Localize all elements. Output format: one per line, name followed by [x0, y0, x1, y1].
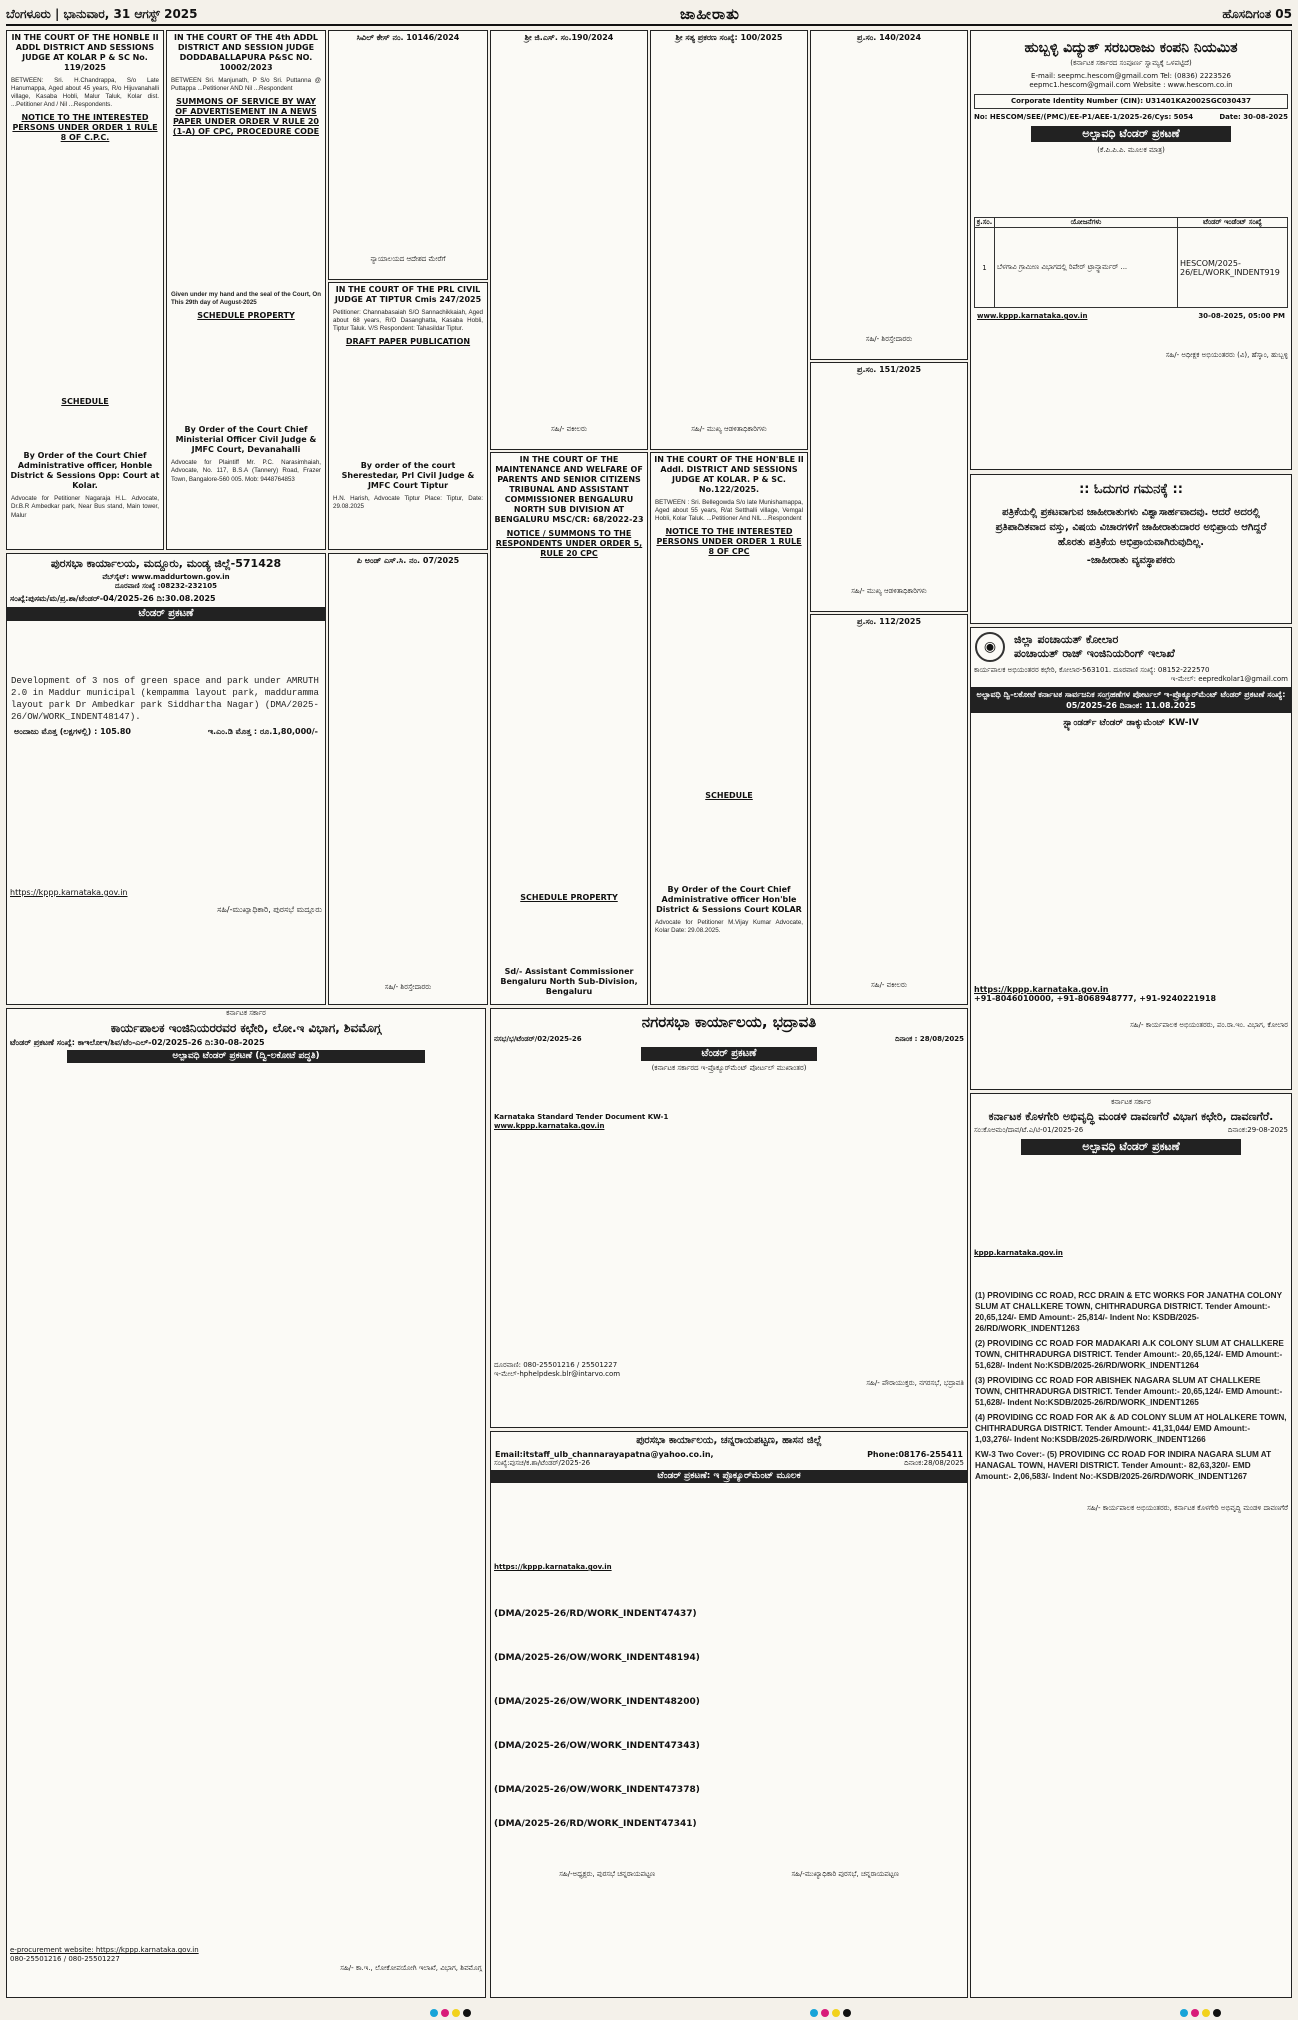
notice-subject: DRAFT PAPER PUBLICATION: [345, 337, 471, 347]
notice-title: IN THE COURT OF THE 4th ADDL DISTRICT AND SESSION JUDGE DODDABALLAPURA P&SC NO. 10002/2023: [174, 33, 318, 72]
bhadravathi-intro-placeholder: [491, 1073, 967, 1113]
black-dot-icon: [843, 2009, 851, 2017]
print-registration-footer: [0, 2006, 1298, 2020]
court-notice-kannada-112: [810, 614, 968, 1005]
hescom-tender-sub: (ಕೆ.ಪಿ.ಪಿ.ಪಿ. ಮೂಲಕ ಮಾತ್ರ): [1097, 146, 1165, 154]
notice-schedule: SCHEDULE: [705, 791, 753, 801]
pwd-shimoga-tender-notice: [6, 1008, 486, 1998]
magenta-dot-icon: [821, 2009, 829, 2017]
notice-sign: ಸಹಿ/- ಮುಖ್ಯ ಆಡಳಿತಾಧಿಕಾರಿಗಳು: [851, 587, 927, 595]
channarayapatna-works-placeholder: [491, 1664, 967, 1696]
table-header: ಕ್ರ.ಸಂ.: [975, 218, 995, 228]
hescom-tender-heading: ಅಲ್ಪಾವಧಿ ಟೆಂಡರ್ ಪ್ರಕಟಣೆ: [1031, 126, 1231, 142]
notice-sign: ನ್ಯಾಯಾಲಯದ ಆದೇಶದ ಮೇರೆಗೆ: [370, 255, 446, 263]
zp-kolar-heading: ಅಲ್ಪಾವಧಿ ದ್ವಿ-ಲಕೋಟೆ ಕರ್ನಾಟಕ ಸಾರ್ವಜನಿಕ ಸಂಗ್ರಹಣೆಗಳ ಪೋರ್ಟಲ್ ಇ-ಪ್ರೊಕ್ಯೂರ್‌ಮೆಂಟ್ ಟೆಂಡರ್ ಪ್ರಕಟಣೆ ಸಂಖ್ಯೆ: 05/2025-26 ದಿನಾಂಕ: 11.08.2025: [971, 687, 1291, 713]
schedule-body-placeholder: [7, 409, 163, 449]
notice-title: ಪ್ರ.ಸಂ. 112/2025: [856, 617, 922, 626]
channarayapatna-title: ಪುರಸಭಾ ಕಾರ್ಯಾಲಯ, ಚನ್ನರಾಯಪಟ್ಟಣ, ಹಾಸನ ಜಿಲ್ಲೆ: [636, 1435, 822, 1446]
yellow-dot-icon: [452, 2009, 460, 2017]
notice-sign: ಸಹಿ/- ಮುಖ್ಯ ಆಡಳಿತಾಧಿಕಾರಿಗಳು: [691, 425, 767, 433]
slum-portal-link[interactable]: kppp.karnataka.gov.in: [974, 1249, 1063, 1257]
maddur-amount-row: [7, 725, 325, 738]
notice-sign: ಸಹಿ/- ವಕೀಲರು: [551, 425, 587, 433]
zp-kolar-body-placeholder: [971, 730, 1291, 985]
hescom-name: ಹುಬ್ಬಳ್ಳಿ ವಿದ್ಯುತ್ ಸರಬರಾಜು ಕಂಪನಿ ನಿಯಮಿತ: [1024, 40, 1238, 56]
notice-title: ಸಿವಿಲ್ ಕೇಸ್ ನಂ. 10146/2024: [356, 33, 460, 42]
court-notice-doddaballapura: [166, 30, 326, 550]
readers-note-sign: -ಜಾಹೀರಾತು ವ್ಯವಸ್ಥಾಪಕರು: [1086, 555, 1176, 566]
slum-sign: ಸಹಿ/- ಕಾರ್ಯಪಾಲಕ ಅಭಿಯಂತರರು, ಕರ್ನಾಟಕ ಕೊಳಗೇರಿ ಅಭಿವೃದ್ಧಿ ಮಂಡಳಿ ದಾವಣಗೆರೆ: [1087, 1504, 1288, 1512]
hescom-sub: (ಕರ್ನಾಟಕ ಸರ್ಕಾರದ ಸಂಪೂರ್ಣ ಸ್ವಾಮ್ಯಕ್ಕೆ ಒಳಪಟ್ಟಿದೆ): [1070, 59, 1192, 67]
channarayapatna-indent: (DMA/2025-26/RD/WORK_INDENT47437): [494, 1609, 697, 1619]
bhadravathi-sub: (ಕರ್ನಾಟಕ ಸರ್ಕಾರದ ಇ-ಪ್ರೊಕ್ಯೂರ್‌ಮೆಂಟ್ ಪೋರ್ಟಲ್ ಮುಖಾಂತರ): [651, 1064, 807, 1072]
hescom-ref: No: HESCOM/SEE/(PMC)/EE-P1/AEE-1/2025-26/Cys: 5054: [974, 113, 1194, 121]
zp-kolar-mode: ಸ್ಟ್ಯಾಂಡರ್ಡ್ ಟೆಂಡರ್ ಡಾಕ್ಯುಮೆಂಟ್ KW-IV: [1063, 718, 1199, 728]
zp-kolar-header: [971, 628, 1291, 666]
registration-dots: [1180, 2009, 1221, 2017]
hescom-portal-row: [971, 310, 1291, 323]
bhadravathi-std: Karnataka Standard Tender Document KW-1: [494, 1113, 669, 1121]
notice-sign: Sd/- Assistant Commissioner Bengaluru North Sub-Division, Bengaluru: [500, 967, 638, 996]
channarayapatna-works-placeholder: [491, 1620, 967, 1652]
notice-sign: ಸಹಿ/- ಶಿರಸ್ತೇದಾರರು: [384, 983, 432, 991]
pwd-portal-link[interactable]: e-procurement website: https://kppp.karnataka.gov.in: [10, 1946, 199, 1954]
court-notice-kolar-122: [650, 452, 808, 1005]
channarayapatna-sign-chief: ಸಹಿ/-ಮುಖ್ಯಾಧಿಕಾರಿ ಪುರಸಭೆ, ಚನ್ನರಾಯಪಟ್ಟಣ: [791, 1870, 899, 1878]
channarayapatna-works-placeholder: [491, 1708, 967, 1740]
zp-kolar-portal-link[interactable]: https://kppp.karnataka.gov.in: [974, 985, 1109, 994]
notice-schedule: SCHEDULE PROPERTY: [197, 311, 295, 321]
maddur-portal-link[interactable]: https://kppp.karnataka.gov.in: [10, 888, 128, 897]
zp-kolar-titles: [1011, 633, 1287, 661]
readers-note-title: :: ಓದುಗರ ಗಮನಕ್ಕೆ ::: [1079, 482, 1183, 497]
bhadravathi-email: ಇ-ಮೇಲ್-hphelpdesk.blr@intarvo.com: [494, 1370, 621, 1378]
government-emblem-icon: ◉: [975, 632, 1005, 662]
slum-govt: ಕರ್ನಾಟಕ ಸರ್ಕಾರ: [1111, 1098, 1151, 1106]
bhadravathi-body-placeholder: [491, 1131, 967, 1361]
channarayapatna-tail-placeholder: [491, 1830, 967, 1870]
hescom-portal-link[interactable]: www.kppp.karnataka.gov.in: [977, 312, 1088, 320]
channarayapatna-date: ದಿನಾಂಕ:28/08/2025: [904, 1459, 964, 1467]
notice-order: By order of the court Sherestedar, Prl Civil Judge & JMFC Court Tiptur: [341, 461, 475, 491]
channarayapatna-contact-row: [491, 1450, 967, 1459]
schedule-body-placeholder: [491, 905, 647, 965]
yellow-dot-icon: [832, 2009, 840, 2017]
table-header-row: [975, 218, 1288, 228]
pwd-body-placeholder: [7, 1066, 485, 1946]
bhadravathi-tender-notice: [490, 1008, 968, 1428]
court-notice-kolar-119: [6, 30, 164, 550]
notice-schedule: SCHEDULE PROPERTY: [520, 893, 618, 902]
channarayapatna-works-placeholder: [491, 1752, 967, 1784]
court-notice-kannada-4: [810, 30, 968, 360]
notice-parties: BETWEEN Sri. Manjunath, P S/o Sri. Puttanna @ Puttappa ...Petitioner AND Nil ...Respondent: [171, 77, 321, 93]
pwd-sign: ಸಹಿ/- ಕಾ.ಇ., ಲೋಕೋಪಯೋಗಿ ಇಲಾಖೆ, ವಿಭಾಗ, ಶಿವಮೊಗ್ಗ: [340, 1964, 482, 1972]
slum-work-item: (4) PROVIDING CC ROAD FOR AK & AD COLONY SLUM AT HOLALKERE TOWN, CHITHRADURGA DISTRICT. Tender Amount:- 41,31,044/ EMD Amount:- 1,03,276/- Indent No:KSDB/2025-26/RD/WORK_INDENT1266: [975, 1413, 1287, 1444]
cyan-dot-icon: [810, 2009, 818, 2017]
maddur-ref: ಸಂಖ್ಯೆ:ಪುಸಮ/ಮ/ಪ್ರ.ಶಾ/ಟೆಂಡರ್-04/2025-26 ದಿ:30.08.2025: [10, 594, 216, 603]
channarayapatna-sign-row: [491, 1870, 967, 1879]
hescom-email: E-mail: seepmc.hescom@gmail.com Tel: (0836) 2223526: [1031, 72, 1231, 80]
hescom-table: [974, 217, 1288, 308]
readers-note: [970, 474, 1292, 624]
maddur-website: ವೆಬ್‌ಸೈಟ್: www.maddurtown.gov.in: [102, 573, 230, 581]
notice-schedule: SCHEDULE: [61, 397, 109, 407]
maddur-intro-placeholder: [7, 625, 325, 673]
hescom-date: Date: 30-08-2025: [1219, 113, 1288, 121]
pwd-heading: ಅಲ್ಪಾವಧಿ ಟೆಂಡರ್ ಪ್ರಕಟಣೆ (ದ್ವಿ-ಲಕೋಟೆ ಪದ್ಧತಿ): [67, 1050, 425, 1063]
hescom-intro-placeholder: [971, 155, 1291, 215]
masthead: [6, 4, 1292, 26]
slum-work-item: KW-3 Two Cover:- (5) PROVIDING CC ROAD FOR INDIRA NAGARA SLUM AT HANAGAL TOWN, HAVERI DISTRICT. Tender Amount:- 82,63,320/- EMD Amount:- 2,06,583/- Indent No:-KSDB/2025-26/RD/WORK_INDENT1267: [975, 1450, 1272, 1481]
notice-body-placeholder: [7, 145, 163, 395]
notice-advocate: H.N. Harish, Advocate Tiptur Place: Tiptur, Date: 29.08.2025: [333, 495, 483, 511]
slum-date: ದಿನಾಂಕ:29-08-2025: [1227, 1126, 1288, 1134]
zp-kolar-phone: +91-8046010000, +91-8068948777, +91-9240221918: [974, 994, 1217, 1003]
notice-subject: SUMMONS OF SERVICE BY WAY OF ADVERTISEMENT IN A NEWS PAPER UNDER ORDER V RULE 20 (1-A) OF CPC, PROCEDURE CODE: [172, 97, 320, 137]
notice-dated: Given under my hand and the seal of the Court, On This 29th day of August-2025: [171, 291, 321, 307]
notice-title: ಪ್ರ.ಸಂ. 140/2024: [856, 33, 922, 42]
zp-kolar-email: ಇ-ಮೇಲ್: eepredkolar1@gmail.com: [1170, 675, 1288, 683]
notice-body-placeholder: [811, 377, 967, 587]
notice-subject: NOTICE TO THE INTERESTED PERSONS UNDER ORDER 1 RULE 8 OF CPC: [656, 527, 802, 557]
slum-intro-placeholder: [971, 1159, 1291, 1249]
table-header: ಟೆಂಡರ್ ಇಂಡೆಂಟ್ ಸಂಖ್ಯೆ: [1178, 218, 1288, 228]
notice-title: ಪ್ರ.ಸಂ. 151/2025: [856, 365, 922, 374]
channarayapatna-ref-row: [491, 1459, 967, 1468]
table-cell: ಬೆಳಗಾವಿ ಗ್ರಾಮೀಣ ವಿಭಾಗದಲ್ಲಿ ರಿಪೇರ್ ಟ್ರಾನ್ಸ್ಫಾರ್ಮರ್ ...: [995, 228, 1178, 308]
slum-ref: ಸಂ:ಕೊಅಮಂ/ದಾವ/ಟೆ.ಎ/ಟಿ-01/2025-26: [974, 1126, 1084, 1134]
court-notice-tiptur: [328, 282, 488, 550]
notice-order: By Order of the Court Chief Administrative officer Hon'ble District & Sessions Court KOLAR: [656, 885, 802, 915]
maddur-tender-notice: [6, 553, 326, 1005]
table-cell: 1: [975, 228, 995, 308]
masthead-section: ಜಾಹೀರಾತು: [679, 5, 740, 23]
zp-kolar-title: ಜಿಲ್ಲಾ ಪಂಚಾಯತ್ ಕೋಲಾರ: [1014, 633, 1119, 646]
table-row: [975, 228, 1288, 308]
court-notice-kannada-2: [490, 30, 648, 450]
notice-order: By Order of the Court Chief Ministerial Officer Civil Judge & JMFC Court, Devanahalli: [175, 425, 317, 455]
channarayapatna-phone: Phone:08176-255411: [867, 1450, 963, 1459]
readers-note-body: ಪತ್ರಿಕೆಯಲ್ಲಿ ಪ್ರಕಟವಾಗುವ ಜಾಹೀರಾತುಗಳು ವಿಶ್ವಾಸಾರ್ಹವಾದವು. ಆದರೆ ಅದರಲ್ಲಿ ಪ್ರತಿಪಾದಿತವಾದ ವಸ್ತು, ವಿಷಯ ವಿಚಾರಗಳಿಗೆ ಜಾಹೀರಾತುದಾರರ ಅಭಿಪ್ರಾಯ ಆಗಿದ್ದರೆ ಹೊರತು ಪತ್ರಿಕೆಯ ಅಭಿಪ್ರಾಯವಾಗಿರುವುದಿಲ್ಲ.: [995, 507, 1267, 548]
court-notice-kannada-151: [810, 362, 968, 612]
notice-body-placeholder: [811, 45, 967, 335]
tribunal-notice-bengaluru: [490, 452, 648, 1005]
hescom-tender-notice: [970, 30, 1292, 470]
notice-title: IN THE COURT OF THE PRL CIVIL JUDGE AT TIPTUR Cmis 247/2025: [334, 285, 482, 304]
notice-body-placeholder: [651, 559, 807, 789]
notice-body-placeholder: [491, 561, 647, 891]
notice-body-placeholder: [329, 568, 487, 983]
channarayapatna-email: Email:itstaff_ulb_channarayapatna@yahoo.co.in,: [495, 1450, 714, 1459]
notice-body-placeholder: [651, 45, 807, 425]
maddur-title: ಪುರಸಭಾ ಕಾರ್ಯಾಲಯ, ಮದ್ದೂರು, ಮಂಡ್ಯ ಜಿಲ್ಲೆ-571428: [50, 557, 282, 570]
channarayapatna-indent: (DMA/2025-26/OW/WORK_INDENT48200): [494, 1697, 700, 1707]
channarayapatna-intro-placeholder: [491, 1485, 967, 1563]
schedule-body-placeholder: [167, 323, 325, 423]
bhadravathi-ref-row: [491, 1035, 967, 1044]
channarayapatna-indent: (DMA/2025-26/RD/WORK_INDENT47341): [494, 1819, 697, 1829]
magenta-dot-icon: [441, 2009, 449, 2017]
maddur-phone: ದೂರವಾಣಿ ಸಂಖ್ಯೆ :08232-232105: [115, 582, 217, 590]
zp-kolar-sign: ಸಹಿ/- ಕಾರ್ಯಪಾಲಕ ಅಭಿಯಂತರರು, ಪಂ.ರಾ.ಇಂ. ವಿಭಾಗ, ಕೋಲಾರ: [1130, 1021, 1288, 1029]
bhadravathi-portal-link[interactable]: www.kppp.karnataka.gov.in: [494, 1122, 605, 1130]
channarayapatna-indent: (DMA/2025-26/OW/WORK_INDENT47378): [494, 1785, 700, 1795]
slum-board-tender-notice: [970, 1093, 1292, 1998]
notice-body-placeholder: [329, 45, 487, 255]
notice-parties: BETWEEN: Sri. H.Chandrappa, S/o Late Hanumappa, Aged about 45 years, R/o Hijuvanahalli village, Kasaba Hobli, Malur Taluk, Kolar dist. ...Petitioner And / Nil ...Respondents.: [11, 77, 159, 109]
slum-work-item: (3) PROVIDING CC ROAD FOR ABISHEK NAGARA SLUM AT CHALLKERE TOWN, CHITHRADURGA DISTRICT. Tender Amount:- 20,65,124/- EMD Amount:- 51,628/- Indent No:KSDB/2025-26/RD/WORK_INDENT1265: [975, 1376, 1283, 1407]
slum-title: ಕರ್ನಾಟಕ ಕೊಳಗೇರಿ ಅಭಿವೃದ್ಧಿ ಮಂಡಳಿ ದಾವಣಗೆರೆ ವಿಭಾಗ ಕಛೇರಿ, ದಾವಣಗೆರೆ.: [988, 1110, 1274, 1123]
hescom-cin: Corporate Identity Number (CIN): U31401KA2002SGC030437: [974, 94, 1288, 109]
notice-advocate: Advocate for Petitioner Nagaraja H.L. Advocate, Dr.B.R Ambedkar park, Near Bus stand, Main tower, Malur: [11, 495, 159, 519]
pwd-ref: ಟೆಂಡರ್ ಪ್ರಕಟಣೆ ಸಂಖ್ಯೆ: ಕಾಇಲೋಇ/ಶಿವ/ಟೆಂ-ಎಲ್-02/2025-26 ದಿ:30-08-2025: [10, 1038, 265, 1047]
slum-intro-placeholder: [971, 1258, 1291, 1288]
channarayapatna-works-placeholder: [491, 1572, 967, 1608]
bhadravathi-helpdesk: ದೂರವಾಣಿ: 080-25501216 / 25501227: [494, 1361, 618, 1369]
masthead-date: ಬೆಂಗಳೂರು | ಭಾನುವಾರ, 31 ಆಗಸ್ಟ್ 2025: [6, 6, 198, 21]
notice-advocate: Advocate for Plaintiff Mr. P.C. Narasimhaiah, Advocate, No. 117, B.S.A (Tannery) Road, Frazer Town, Bangalore-560 005. Mob: 9448764853: [171, 459, 321, 483]
notice-order: By Order of the Court Chief Administrative officer, Honble District & Sessions Opp: Court at Kolar.: [10, 451, 160, 491]
hescom-website: eepmc1.hescom@gmail.com Website : www.hescom.co.in: [1029, 81, 1233, 89]
masthead-paper: ಹೊಸದಿಗಂತ 05: [1222, 6, 1292, 21]
cyan-dot-icon: [1180, 2009, 1188, 2017]
pwd-govt: ಕರ್ನಾಟಕ ಸರ್ಕಾರ: [226, 1009, 266, 1017]
maddur-emd: ಇ.ಎಂ.ಡಿ ಮೊತ್ತ : ರೂ.1,80,000/-: [207, 727, 318, 736]
channarayapatna-portal-link[interactable]: https://kppp.karnataka.gov.in: [494, 1563, 612, 1571]
bhadravathi-sign: ಸಹಿ/- ಪೌರಾಯುಕ್ತರು, ನಗರಸಭೆ, ಭದ್ರಾವತಿ: [866, 1379, 964, 1387]
bhadravathi-ref: ನಸಭ/ಭ/ಟೆಂಡರ್/02/2025-26: [494, 1035, 582, 1043]
maddur-amount: ಅಂದಾಜು ಮೊತ್ತ (ಲಕ್ಷಗಳಲ್ಲಿ) : 105.80: [14, 727, 131, 736]
notice-title: IN THE COURT OF THE MAINTENANCE AND WELFARE OF PARENTS AND SENIOR CITIZENS TRIBUNAL AND ASSISTANT COMMISSIONER BENGALURU NORTH SUB DIVISION AT BENGALURU MSC/CR: 68/2022-23: [494, 455, 644, 524]
slum-ref-row: [971, 1126, 1291, 1135]
channarayapatna-indent: (DMA/2025-26/OW/WORK_INDENT48194): [494, 1653, 700, 1663]
notice-title: IN THE COURT OF THE HONBLE II ADDL DISTRICT AND SESSIONS JUDGE AT KOLAR P & SC No. 119/2025: [11, 33, 159, 72]
zp-kolar-tail-placeholder: [971, 1003, 1291, 1021]
notice-title: ಶ್ರೀ ಸತ್ಯ ಪ್ರಕರಣ ಸಂಖ್ಯೆ: 100/2025: [675, 33, 783, 42]
maddur-body-placeholder: [7, 738, 325, 888]
yellow-dot-icon: [1202, 2009, 1210, 2017]
pwd-helpdesk: 080-25501216 / 080-25501227: [10, 1955, 120, 1963]
cyan-dot-icon: [430, 2009, 438, 2017]
maddur-sign: ಸಹಿ/-ಮುಖ್ಯಾಧಿಕಾರಿ, ಪುರಸಭೆ ಮದ್ದೂರು: [217, 905, 322, 914]
slum-heading: ಅಲ್ಪಾವಧಿ ಟೆಂಡರ್ ಪ್ರಕಟಣೆ: [1021, 1139, 1241, 1155]
maddur-work: Development of 3 nos of green space and park under AMRUTH 2.0 in Maddur municipal (kempamma layout park, madduramma layout park Dr Ambedkar park Siddhartha Nagar) (DMA/2025-26/OW/WORK_INDENT48147).: [11, 676, 319, 722]
bhadravathi-heading: ಟೆಂಡರ್ ಪ್ರಕಟಣೆ: [641, 1047, 817, 1061]
channarayapatna-heading: ಟೆಂಡರ್ ಪ್ರಕಟಣೆ: ಇ ಪ್ರೊಕ್ಯೂರ್‌ಮೆಂಟ್ ಮೂಲಕ: [491, 1470, 967, 1483]
channarayapatna-ref: ಸಂಖ್ಯೆ:ಪುಸಚ/ಕ.ಶಾ/ಟೆಂಡರ್/2025-26: [494, 1459, 591, 1467]
notice-title: ಪಿ ಅಂಡ್ ಎಸ್.ಸಿ. ನಂ. 07/2025: [356, 556, 460, 565]
notice-body-placeholder: [167, 139, 325, 289]
notice-parties: BETWEEN : Sri. Bellegowda S/o late Munishamappa, Aged about 55 years, R/at Setthalli village, Vemgal Hobli, Kolar Taluk. ...Petitioner And NIL ...Respondent: [655, 499, 803, 523]
notice-subject: NOTICE TO THE INTERESTED PERSONS UNDER ORDER 1 RULE 8 OF C.P.C.: [12, 113, 158, 143]
court-notice-kannada-07: [328, 553, 488, 1005]
bhadravathi-title: ನಗರಸಭಾ ಕಾರ್ಯಾಲಯ, ಭದ್ರಾವತಿ: [641, 1013, 817, 1031]
black-dot-icon: [1213, 2009, 1221, 2017]
zp-kolar-dept: ಪಂಚಾಯತ್ ರಾಜ್ ಇಂಜಿನಿಯರಿಂಗ್ ಇಲಾಖೆ: [1014, 647, 1175, 660]
hescom-sign: ಸಹಿ/- ಅಧೀಕ್ಷಕ ಅಭಿಯಂತರರು (ವಿ), ಹೆಸ್ಕಾಂ, ಹುಬ್ಬಳ್ಳಿ: [1165, 351, 1288, 359]
notice-title: ಶ್ರೀ ಜಿ.ಎಸ್. ಸಂ.190/2024: [524, 33, 614, 42]
magenta-dot-icon: [1191, 2009, 1199, 2017]
notice-sign: ಸಹಿ/- ಶಿರಸ್ತೇದಾರರು: [865, 335, 913, 343]
channarayapatna-sign-president: ಸಹಿ/-ಅಧ್ಯಕ್ಷರು, ಪುರಸಭೆ ಚನ್ನರಾಯಪಟ್ಟಣ: [559, 1870, 656, 1878]
notice-title: IN THE COURT OF THE HON'BLE II Addl. DISTRICT AND SESSIONS JUDGE AT KOLAR. P & SC. No.122/2025.: [654, 455, 804, 494]
notice-body-placeholder: [811, 629, 967, 981]
notice-sign: ಸಹಿ/- ವಕೀಲರು: [871, 981, 907, 989]
table-header: ಯೋಜನೆಗಳು: [995, 218, 1178, 228]
notice-advocate: Advocate for Petitioner M.Vijay Kumar Advocate, Kolar Date: 29.08.2025.: [655, 919, 803, 935]
zp-kolar-address: ಕಾರ್ಯಪಾಲಕ ಅಭಿಯಂತರರ ಕಛೇರಿ, ಕೋಲಾರ-563101. ದೂರವಾಣಿ ಸಂಖ್ಯೆ: 08152-222570: [974, 666, 1210, 674]
slum-work-item: (1) PROVIDING CC ROAD, RCC DRAIN & ETC WORKS FOR JANATHA COLONY SLUM AT CHALLKERE TOWN, CHITHRADURGA DISTRICT. Tender Amount:- 20,65,124/- EMD Amount:- 25,814/- Indent No: KSDB/2025-26/RD/WORK_INDENT1263: [975, 1291, 1282, 1333]
court-notice-kannada-1: [328, 30, 488, 280]
notice-subject: NOTICE / SUMMONS TO THE RESPONDENTS UNDER ORDER 5, RULE 20 CPC: [495, 529, 643, 558]
maddur-heading: ಟೆಂಡರ್ ಪ್ರಕಟಣೆ: [7, 607, 325, 621]
table-cell: HESCOM/2025-26/EL/WORK_INDENT919: [1178, 228, 1288, 308]
slum-work-item: (2) PROVIDING CC ROAD FOR MADAKARI A.K COLONY SLUM AT CHALLKERE TOWN, CHITHRADURGA DISTRICT. Tender Amount:- 20,65,124/- EMD Amount:- 51,628/- Indent No:KSDB/2025-26/RD/WORK_INDENT1264: [975, 1339, 1284, 1370]
bhadravathi-date: ದಿನಾಂಕ : 28/08/2025: [895, 1035, 964, 1043]
black-dot-icon: [463, 2009, 471, 2017]
registration-dots: [810, 2009, 851, 2017]
channarayapatna-tender-notice: [490, 1431, 968, 1998]
channarayapatna-indent: (DMA/2025-26/OW/WORK_INDENT47343): [494, 1741, 700, 1751]
pwd-title: ಕಾರ್ಯಪಾಲಕ ಇಂಜಿನಿಯರರವರ ಕಛೇರಿ, ಲೋ.ಇ ವಿಭಾಗ, ಶಿವಮೊಗ್ಗ: [110, 1021, 382, 1035]
hescom-deadline: 30-08-2025, 05:00 PM: [1198, 312, 1285, 320]
court-notice-kannada-3: [650, 30, 808, 450]
channarayapatna-works-placeholder: [491, 1796, 967, 1818]
slum-tail-placeholder: [971, 1484, 1291, 1504]
registration-dots: [430, 2009, 471, 2017]
hescom-ref-row: [971, 113, 1291, 122]
notice-parties: Petitioner: Channabasaiah S/O Sannachikkaiah, Aged about 68 years, R/O Dasanghatta, Kasaba Hobli, Tiptur Taluk. V/S Respondent: Tahasildar Tiptur.: [333, 309, 483, 333]
hescom-footer-placeholder: [971, 323, 1291, 351]
schedule-body-placeholder: [651, 803, 807, 883]
zp-kolar-tender-notice: [970, 627, 1292, 1090]
notice-body-placeholder: [491, 45, 647, 425]
notice-body-placeholder: [329, 349, 487, 459]
